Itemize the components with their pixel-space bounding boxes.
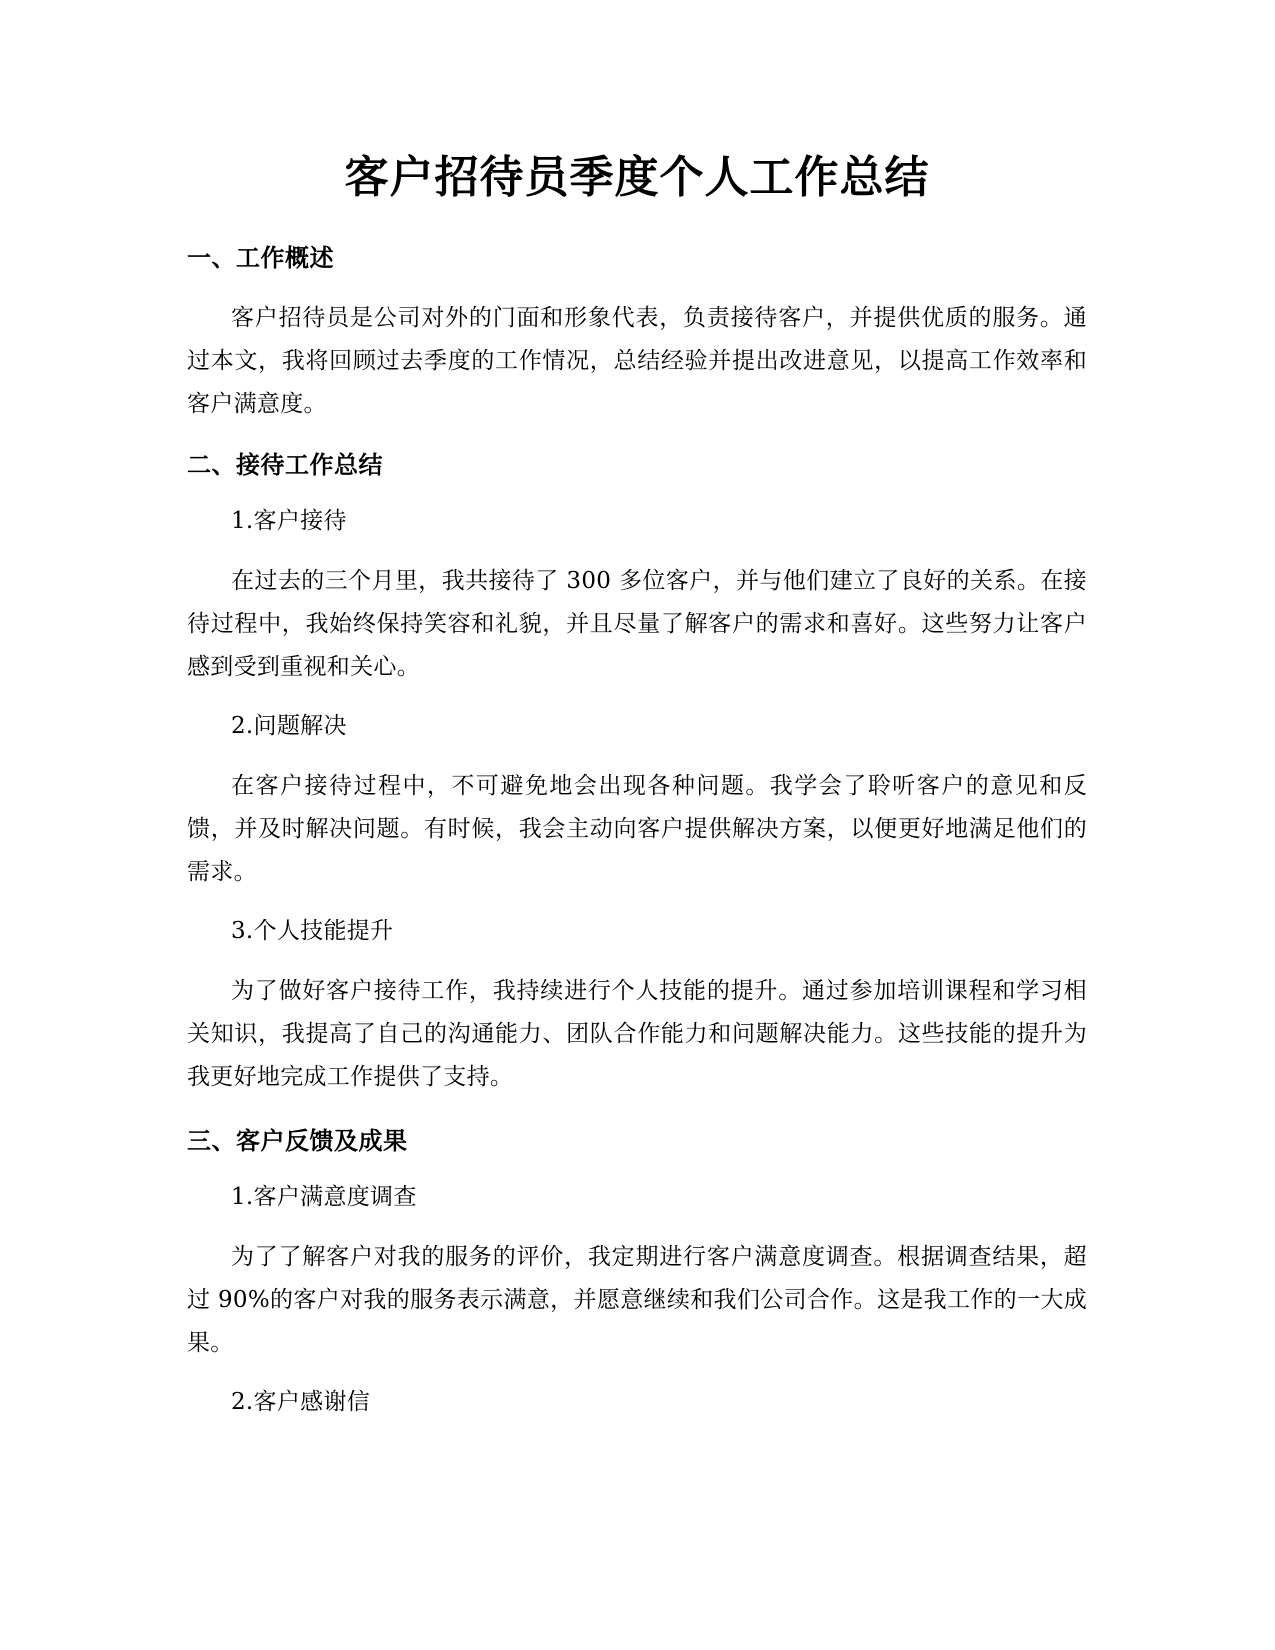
subheading-skill-improvement: 3.个人技能提升 bbox=[231, 918, 394, 944]
problem-solving-paragraph: 在客户接待过程中，不可避免地会出现各种问题。我学会了聆听客户的意见和反馈，并及时解决问题。有时候，我会主动向客户提供解决方案，以便更好地满足他们的需求。 bbox=[187, 773, 1087, 885]
section-heading-reception-summary: 二、接待工作总结 bbox=[187, 451, 383, 479]
section-heading-feedback-results: 三、客户反馈及成果 bbox=[187, 1127, 408, 1155]
subheading-satisfaction-survey: 1.客户满意度调查 bbox=[231, 1184, 417, 1210]
satisfaction-survey-paragraph: 为了了解客户对我的服务的评价，我定期进行客户满意度调查。根据调查结果，超过 90%的客户对我的服务表示满意，并愿意继续和我们公司合作。这是我工作的一大成果。 bbox=[187, 1244, 1087, 1356]
subheading-thank-you-letters: 2.客户感谢信 bbox=[231, 1389, 371, 1415]
skill-improvement-paragraph: 为了做好客户接待工作，我持续进行个人技能的提升。通过参加培训课程和学习相关知识，我提高了自己的沟通能力、团队合作能力和问题解决能力。这些技能的提升为我更好地完成工作提供了支持。 bbox=[187, 978, 1087, 1090]
document-body bbox=[187, 150, 1087, 1419]
section-heading-overview: 一、工作概述 bbox=[187, 244, 334, 272]
customer-reception-paragraph: 在过去的三个月里，我共接待了 300 多位客户，并与他们建立了良好的关系。在接待过程中，我始终保持笑容和礼貌，并且尽量了解客户的需求和喜好。这些努力让客户感到受到重视和关心。 bbox=[187, 568, 1087, 680]
subheading-problem-solving: 2.问题解决 bbox=[231, 713, 347, 739]
subheading-customer-reception: 1.客户接待 bbox=[231, 508, 347, 534]
document-title: 客户招待员季度个人工作总结 bbox=[344, 152, 930, 203]
overview-paragraph: 客户招待员是公司对外的门面和形象代表，负责接待客户，并提供优质的服务。通过本文，我将回顾过去季度的工作情况，总结经验并提出改进意见，以提高工作效率和客户满意度。 bbox=[187, 305, 1087, 417]
